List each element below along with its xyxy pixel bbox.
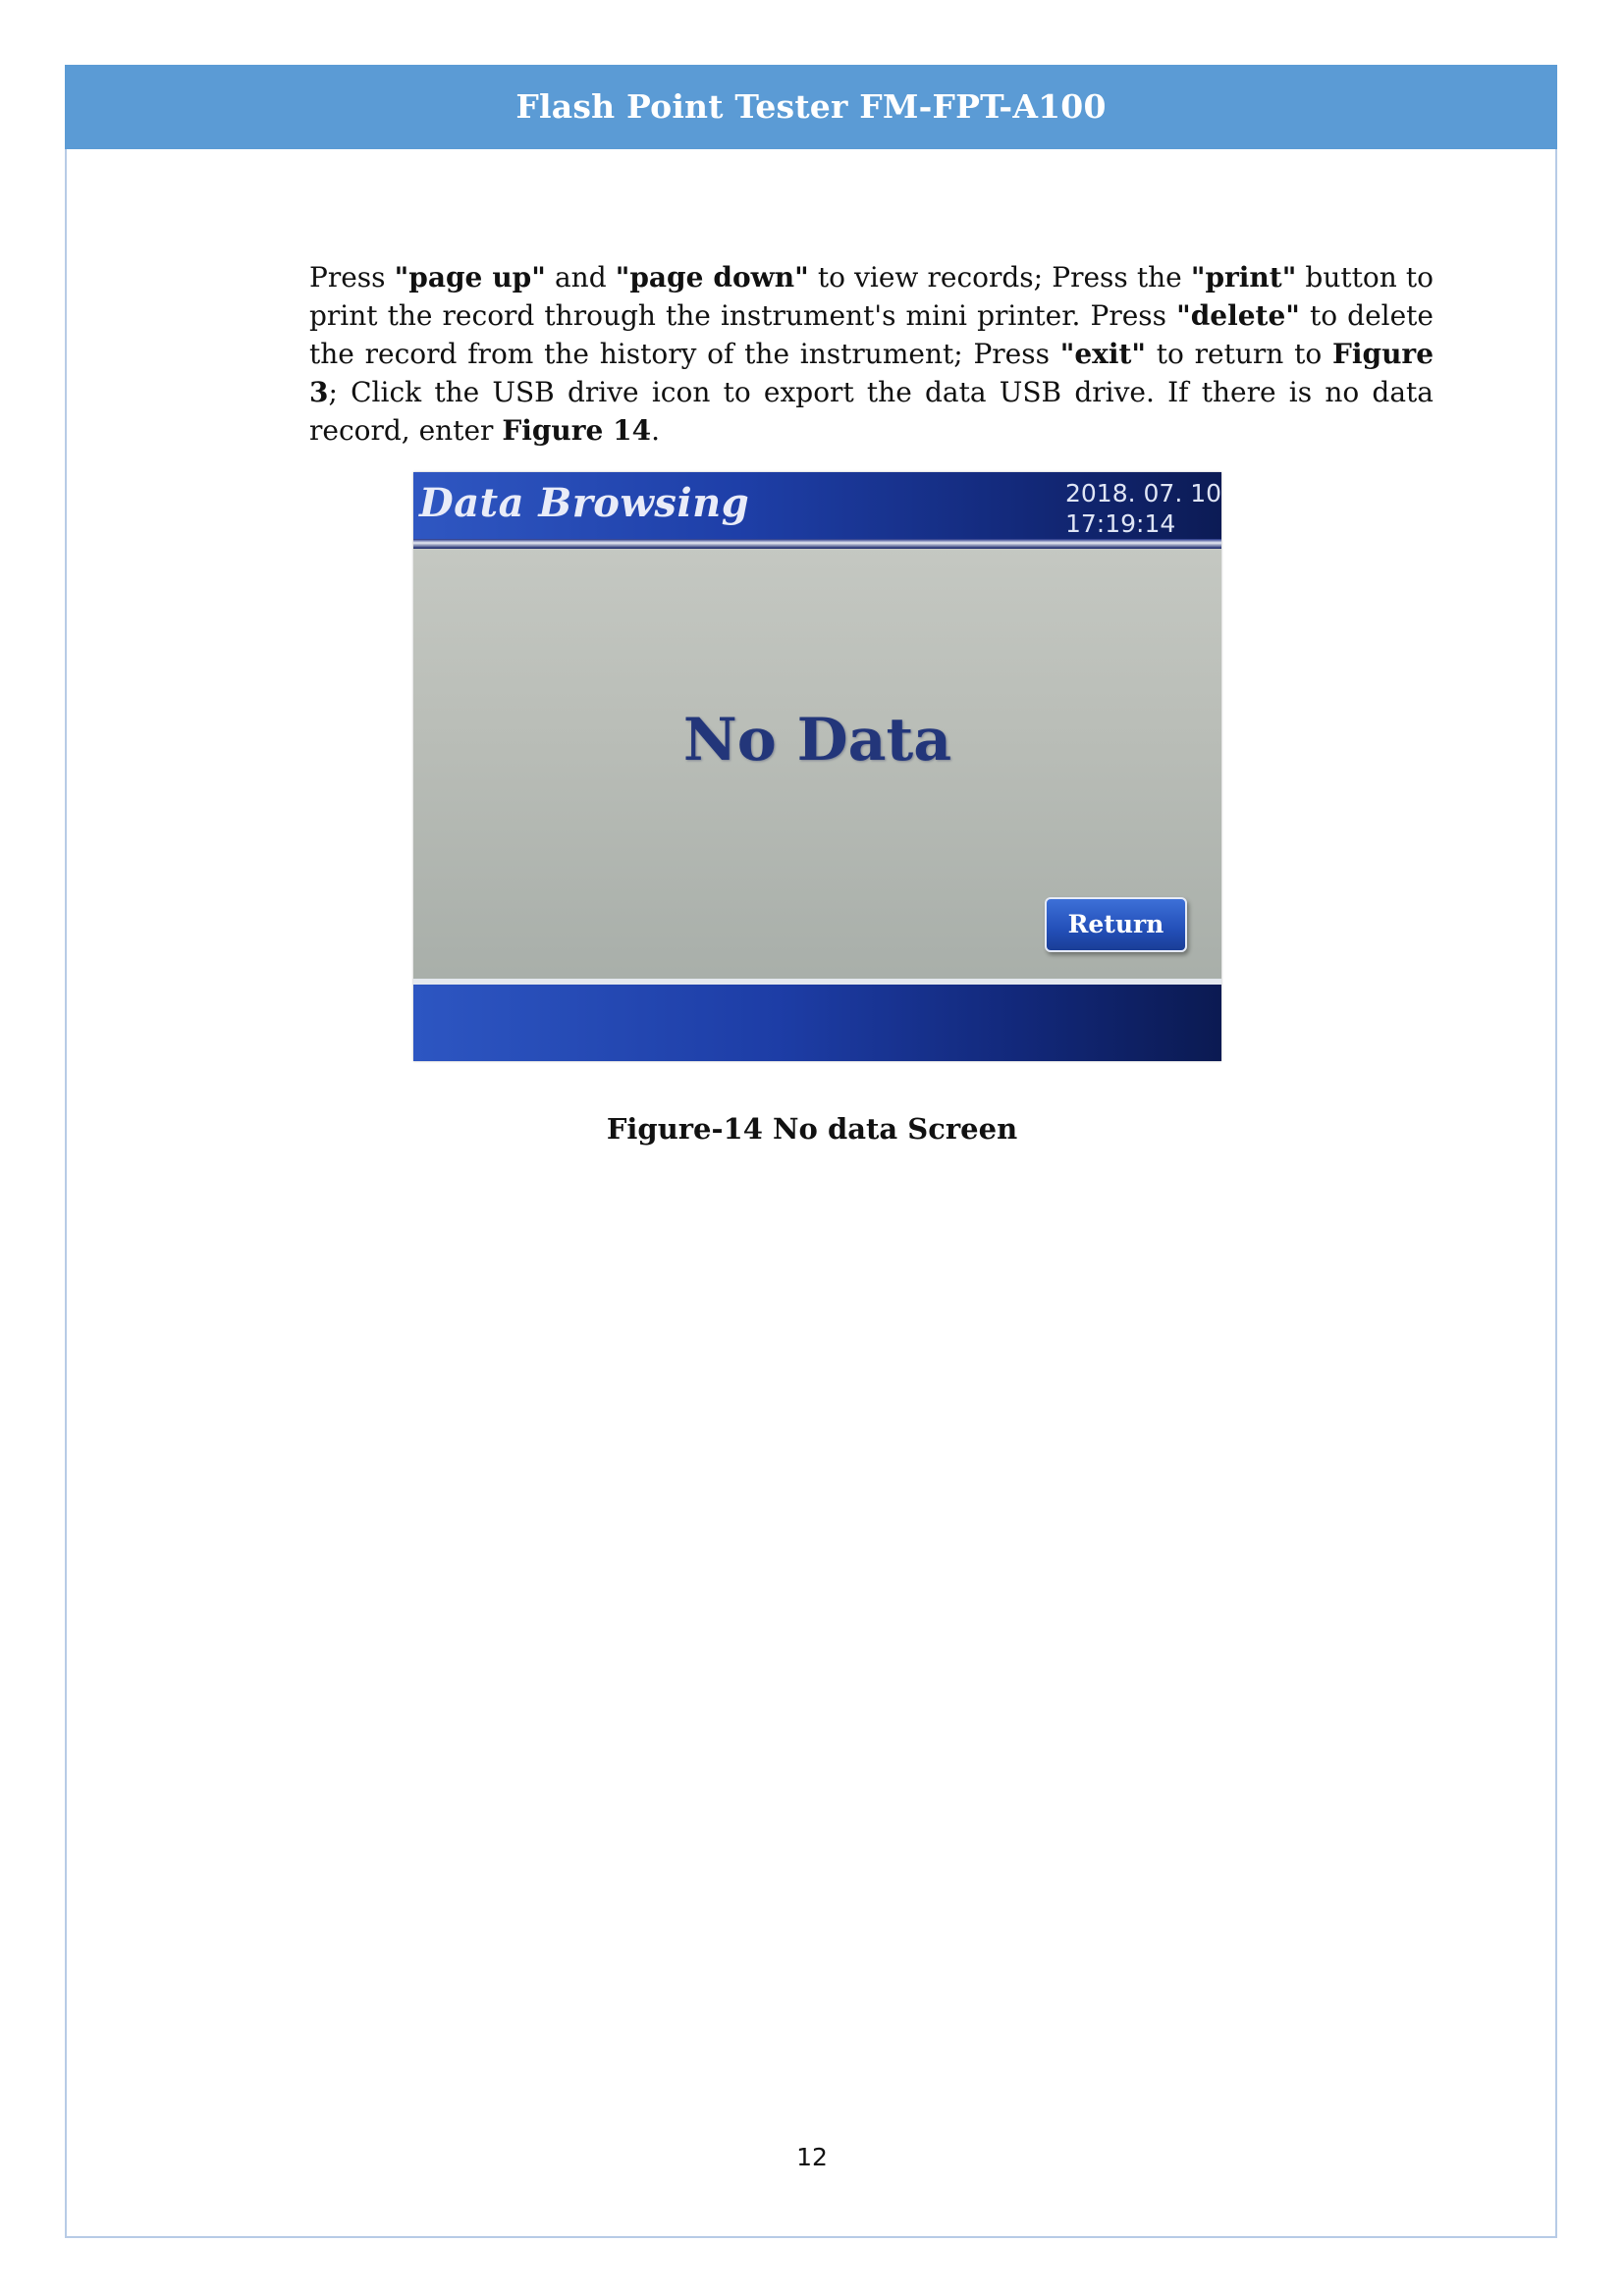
text-run: Press xyxy=(309,261,395,294)
screen-date: 2018. 07. 10 xyxy=(1065,479,1221,507)
figure-caption: Figure-14 No data Screen xyxy=(606,1112,1018,1146)
screen-time: 17:19:14 xyxy=(1065,509,1176,538)
text-run: ; Click the USB drive icon to export the data USB drive. If there is no data record, enter xyxy=(309,376,1434,447)
text-run: and xyxy=(545,261,616,294)
text-run: . xyxy=(651,414,660,447)
text-run: button to print the record through the instrument's mini printer. Press xyxy=(309,261,1434,332)
figure-14-reference: Figure 14 xyxy=(502,414,652,447)
screen-datetime xyxy=(1065,478,1221,539)
header-title: Flash Point Tester FM-FPT-A100 xyxy=(515,87,1107,126)
page-number: 12 xyxy=(796,2143,828,2171)
no-data-message: No Data xyxy=(682,706,952,774)
exit-keyword: "exit" xyxy=(1059,338,1147,370)
page-up-keyword: "page up" xyxy=(394,261,546,294)
text-run: to view records; Press the xyxy=(808,261,1191,294)
page-header xyxy=(65,65,1557,149)
return-button[interactable]: Return xyxy=(1045,897,1187,952)
figure-3-reference: Figure 3 xyxy=(309,338,1435,408)
screen-bottom-bar xyxy=(413,985,1221,1061)
instruction-paragraph xyxy=(309,258,1434,450)
text-run: to delete the record from the history of the instrument; Press xyxy=(309,299,1434,370)
instrument-screenshot xyxy=(413,472,1221,1061)
text-run: to return to xyxy=(1146,338,1332,370)
screen-title: Data Browsing xyxy=(419,480,750,526)
screen-title-bar xyxy=(413,472,1221,539)
title-bar-divider xyxy=(413,539,1221,549)
print-keyword: "print" xyxy=(1190,261,1297,294)
page-down-keyword: "page down" xyxy=(615,261,809,294)
delete-keyword: "delete" xyxy=(1176,299,1300,332)
